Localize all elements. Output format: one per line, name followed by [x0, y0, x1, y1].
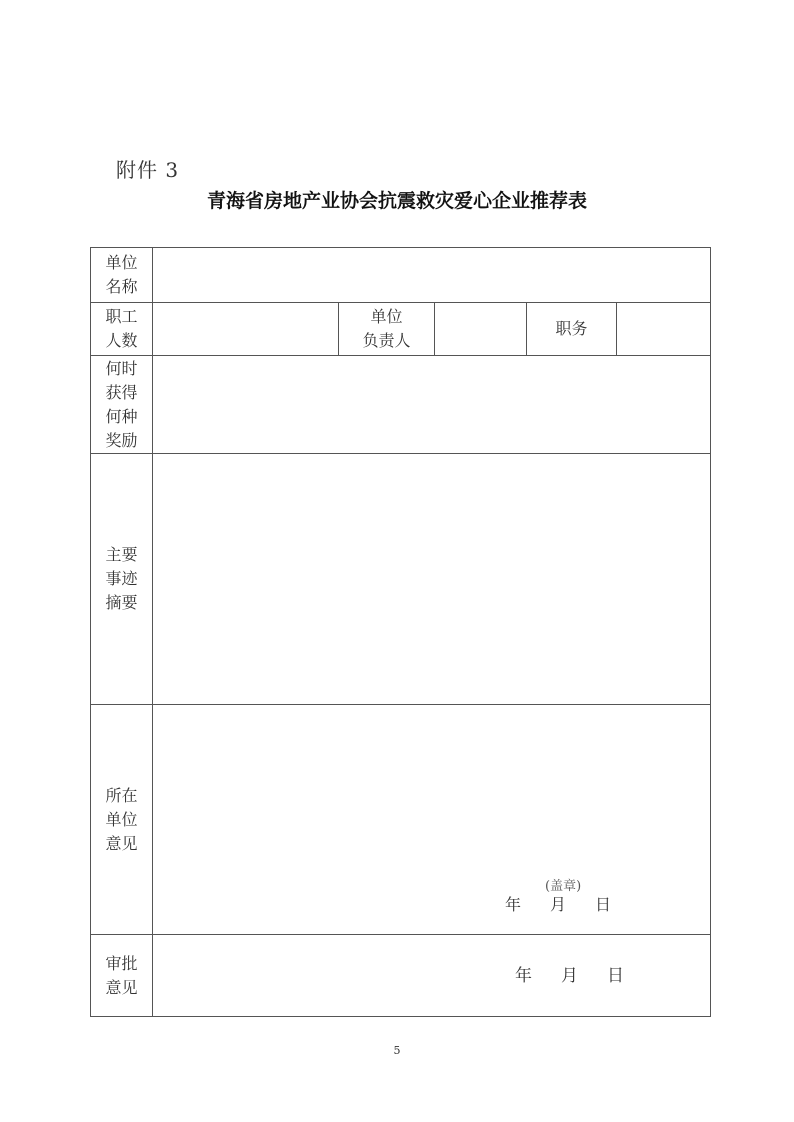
unit-opinion-field[interactable] — [153, 705, 711, 935]
row-staff — [91, 303, 711, 356]
position-field[interactable] — [617, 303, 711, 356]
row-unit-opinion — [91, 705, 711, 935]
page-number: 5 — [393, 1044, 401, 1057]
date-day: 日 — [595, 895, 613, 914]
staff-count-label: 职工 人数 — [91, 303, 153, 356]
unit-name-label: 单位 名称 — [91, 248, 153, 303]
unit-name-field[interactable] — [153, 248, 711, 303]
date-day: 日 — [607, 965, 625, 986]
row-unit-name — [91, 248, 711, 303]
recommendation-form — [90, 247, 711, 1017]
date-year: 年 — [505, 895, 523, 914]
attachment-label: 附件 3 — [116, 158, 180, 182]
row-awards — [91, 356, 711, 454]
awards-field[interactable] — [153, 356, 711, 454]
deeds-label: 主要 事迹 摘要 — [91, 454, 153, 705]
unit-leader-field[interactable] — [435, 303, 527, 356]
deeds-field[interactable] — [153, 454, 711, 705]
date-month: 月 — [550, 895, 568, 914]
unit-leader-label: 单位 负责人 — [339, 303, 435, 356]
seal-note: (盖章) — [545, 879, 582, 894]
awards-label: 何时 获得 何种 奖励 — [91, 356, 153, 454]
row-approval — [91, 935, 711, 1017]
unit-opinion-label: 所在 单位 意见 — [91, 705, 153, 935]
approval-label: 审批 意见 — [91, 935, 153, 1017]
date-month: 月 — [561, 965, 579, 986]
row-deeds — [91, 454, 711, 705]
form-title: 青海省房地产业协会抗震救灾爱心企业推荐表 — [206, 190, 587, 212]
approval-date — [515, 964, 794, 988]
date-year: 年 — [515, 965, 533, 986]
unit-opinion-date — [505, 893, 612, 917]
position-label: 职务 — [527, 303, 617, 356]
staff-count-field[interactable] — [153, 303, 339, 356]
approval-field[interactable] — [153, 935, 711, 1017]
